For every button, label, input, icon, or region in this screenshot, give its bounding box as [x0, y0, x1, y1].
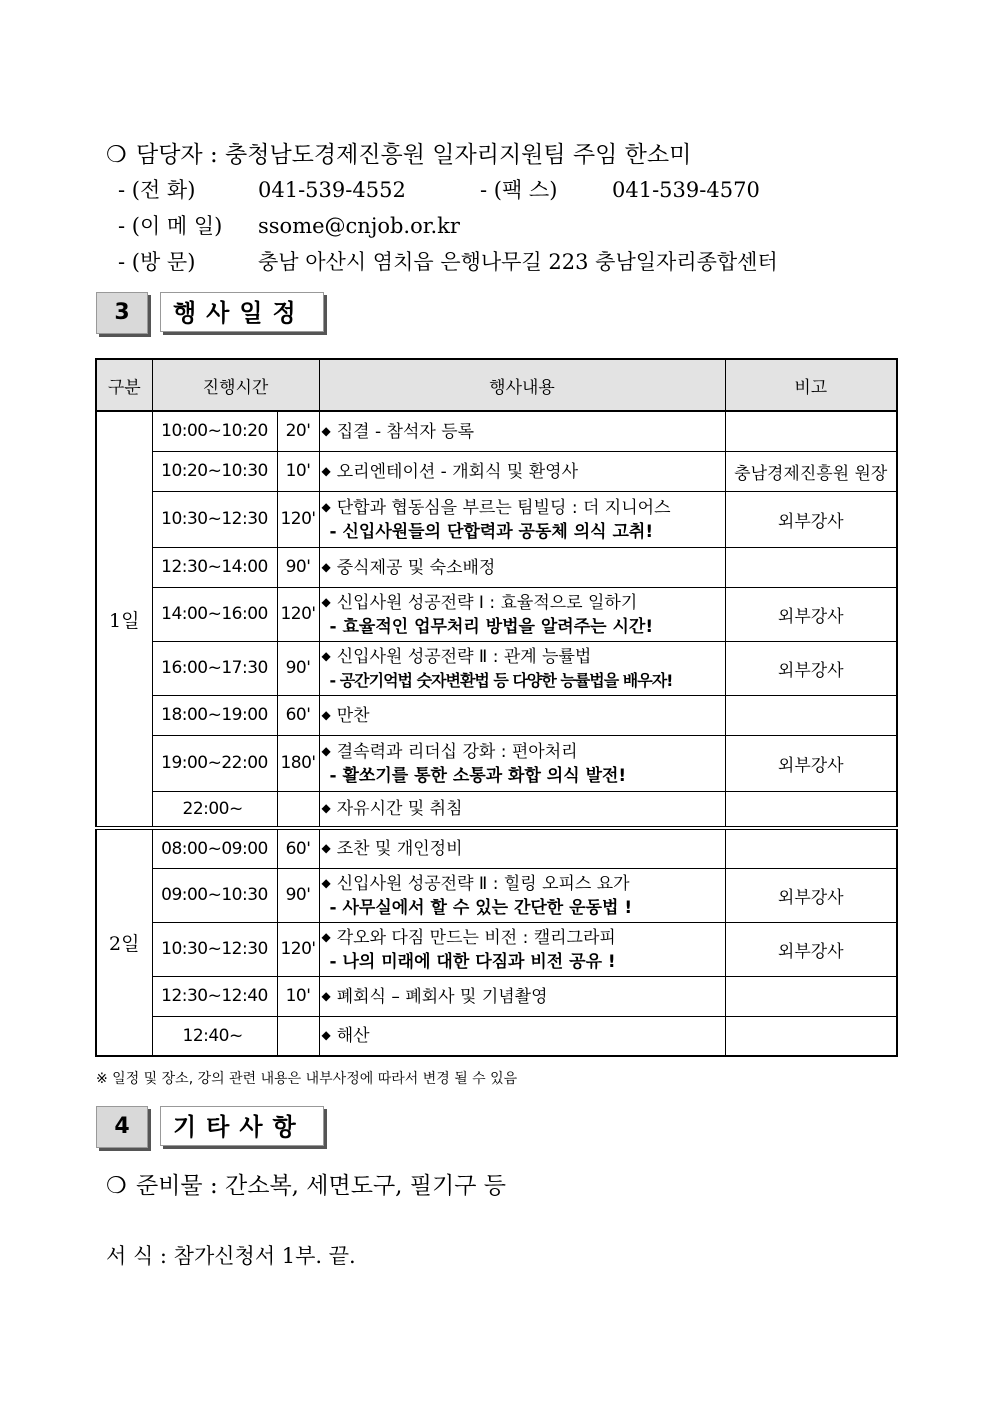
note-cell: 외부강사 — [725, 868, 897, 922]
activity-main — [322, 644, 722, 669]
activity-cell — [319, 451, 725, 491]
time-cell: 08:00~09:00 — [152, 828, 277, 868]
footnote: ※ 일정 및 장소, 강의 관련 내용은 내부사정에 따라서 변경 될 수 있음 — [96, 1071, 518, 1087]
fax-label: - (팩 스) — [480, 178, 558, 202]
diamond-bullet-icon: ◆ — [321, 499, 331, 514]
table-row — [96, 868, 897, 922]
minutes-cell: 60' — [277, 695, 319, 735]
phone-label: - (전 화) — [118, 178, 196, 202]
minutes-cell: 20' — [277, 411, 319, 451]
activity-text: 조찬 및 개인정비 — [336, 839, 463, 860]
activity-text: 폐회식 – 폐회사 및 기념촬영 — [336, 986, 548, 1007]
contact-email-line — [106, 208, 926, 244]
time-cell: 12:30~12:40 — [152, 976, 277, 1016]
activity-text: 각오와 다짐 만드는 비전 : 캘리그라피 — [336, 927, 616, 948]
time-cell: 10:30~12:30 — [152, 922, 277, 976]
time-cell: 19:00~22:00 — [152, 735, 277, 791]
activity-subtext: - 활쏘기를 통한 소통과 화합 의식 발전! — [329, 765, 627, 786]
section-number: 4 — [96, 1106, 148, 1148]
note-cell — [725, 791, 897, 828]
table-row — [96, 976, 897, 1016]
diamond-bullet-icon: ◆ — [321, 929, 331, 944]
table-row — [96, 411, 897, 451]
activity-cell — [319, 791, 725, 828]
note-cell: 외부강사 — [725, 491, 897, 547]
schedule-table — [95, 358, 898, 1057]
diamond-bullet-icon: ◆ — [321, 594, 331, 609]
day-cell: 2일 — [96, 828, 152, 1056]
activity-main — [322, 1023, 722, 1048]
activity-cell — [319, 922, 725, 976]
note-cell — [725, 411, 897, 451]
preparation-text: 준비물 : 간소복, 세면도구, 필기구 등 — [136, 1173, 506, 1199]
phone-value: 041-539-4552 — [258, 178, 406, 202]
note-cell — [725, 976, 897, 1016]
time-cell: 16:00~17:30 — [152, 641, 277, 695]
table-row — [96, 641, 897, 695]
activity-main — [322, 796, 722, 821]
visit-label: - (방 문) — [118, 250, 196, 274]
time-cell: 09:00~10:30 — [152, 868, 277, 922]
minutes-cell — [277, 791, 319, 828]
note-cell — [725, 695, 897, 735]
note-cell: 충남경제진흥원 원장 — [725, 451, 897, 491]
time-cell: 12:40~ — [152, 1016, 277, 1056]
section-title: 기타사항 — [160, 1106, 324, 1146]
activity-subtext: - 사무실에서 할 수 있는 간단한 운동법 ! — [329, 897, 633, 918]
activity-subtext: - 효율적인 업무처리 방법을 알려주는 시간! — [329, 616, 654, 637]
time-cell: 18:00~19:00 — [152, 695, 277, 735]
time-cell: 10:30~12:30 — [152, 491, 277, 547]
activity-cell — [319, 411, 725, 451]
visit-value: 충남 아산시 염치읍 은행나무길 223 충남일자리종합센터 — [258, 250, 778, 274]
note-cell — [725, 1016, 897, 1056]
diamond-bullet-icon: ◆ — [321, 801, 331, 816]
contact-info — [106, 138, 926, 280]
minutes-cell: 120' — [277, 587, 319, 641]
activity-main — [322, 590, 722, 615]
minutes-cell: 10' — [277, 976, 319, 1016]
diamond-bullet-icon: ◆ — [321, 648, 331, 663]
activity-text: 신입사원 성공전략 Ⅱ : 관계 능률법 — [336, 646, 592, 667]
activity-cell — [319, 976, 725, 1016]
activity-subtext: - 나의 미래에 대한 다짐과 비전 공유 ! — [329, 951, 616, 972]
diamond-bullet-icon: ◆ — [321, 1028, 331, 1043]
day-cell: 1일 — [96, 411, 152, 828]
time-cell: 22:00~ — [152, 791, 277, 828]
note-cell — [725, 547, 897, 587]
diamond-bullet-icon: ◆ — [321, 988, 331, 1003]
table-row — [96, 587, 897, 641]
note-cell: 외부강사 — [725, 735, 897, 791]
activity-main — [322, 925, 722, 950]
minutes-cell: 90' — [277, 641, 319, 695]
circle-bullet-icon: ❍ — [106, 142, 127, 168]
activity-cell — [319, 828, 725, 868]
section-number: 3 — [96, 292, 148, 334]
activity-text: 신입사원 성공전략 Ⅱ : 힐링 오피스 요가 — [336, 873, 630, 894]
minutes-cell: 90' — [277, 547, 319, 587]
activity-main — [322, 836, 722, 861]
section-title: 행사일정 — [160, 292, 324, 332]
activity-main — [322, 984, 722, 1009]
diamond-bullet-icon: ◆ — [321, 743, 331, 758]
activity-text: 자유시간 및 취침 — [336, 799, 463, 820]
activity-cell — [319, 735, 725, 791]
activity-cell — [319, 868, 725, 922]
time-cell: 12:30~14:00 — [152, 547, 277, 587]
activity-main — [322, 419, 722, 444]
preparation-line — [106, 1167, 506, 1200]
activity-main — [322, 459, 722, 484]
activity-text: 만찬 — [336, 705, 370, 726]
activity-cell — [319, 695, 725, 735]
table-row — [96, 695, 897, 735]
activity-cell — [319, 641, 725, 695]
diamond-bullet-icon: ◆ — [321, 707, 331, 722]
diamond-bullet-icon: ◆ — [321, 559, 331, 574]
time-cell: 10:00~10:20 — [152, 411, 277, 451]
note-cell: 외부강사 — [725, 641, 897, 695]
minutes-cell: 120' — [277, 491, 319, 547]
diamond-bullet-icon: ◆ — [321, 463, 331, 478]
email-value: ssome@cnjob.or.kr — [258, 214, 460, 238]
note-cell — [725, 828, 897, 868]
table-header-row — [96, 359, 897, 411]
activity-subtext: - 신입사원들의 단합력과 공동체 의식 고취! — [329, 521, 654, 542]
time-cell: 10:20~10:30 — [152, 451, 277, 491]
activity-text: 결속력과 리더십 강화 : 편아처리 — [336, 741, 578, 762]
minutes-cell: 90' — [277, 868, 319, 922]
table-row — [96, 1016, 897, 1056]
activity-cell — [319, 587, 725, 641]
email-label: - (이 메 일) — [118, 214, 223, 238]
activity-cell — [319, 1016, 725, 1056]
activity-main — [322, 703, 722, 728]
header-content: 행사내용 — [319, 359, 725, 411]
activity-main — [322, 739, 722, 764]
minutes-cell: 120' — [277, 922, 319, 976]
diamond-bullet-icon: ◆ — [321, 875, 331, 890]
minutes-cell: 180' — [277, 735, 319, 791]
activity-text: 집결 - 참석자 등록 — [336, 421, 475, 442]
table-row — [96, 735, 897, 791]
table-row — [96, 451, 897, 491]
activity-text: 해산 — [336, 1026, 370, 1047]
diamond-bullet-icon: ◆ — [321, 841, 331, 856]
activity-main — [322, 871, 722, 896]
table-row — [96, 547, 897, 587]
activity-cell — [319, 547, 725, 587]
contact-visit-line — [106, 244, 926, 280]
contact-head — [106, 138, 926, 172]
activity-subtext: - 공간기억법 숫자변환법 등 다양한 능률법을 배우자! — [329, 670, 673, 690]
minutes-cell — [277, 1016, 319, 1056]
header-time: 진행시간 — [152, 359, 319, 411]
minutes-cell: 10' — [277, 451, 319, 491]
fax-value: 041-539-4570 — [612, 178, 760, 202]
minutes-cell: 60' — [277, 828, 319, 868]
table-row — [96, 922, 897, 976]
diamond-bullet-icon: ◆ — [321, 423, 331, 438]
table-row — [96, 491, 897, 547]
activity-main — [322, 495, 722, 520]
header-note: 비고 — [725, 359, 897, 411]
header-day: 구분 — [96, 359, 152, 411]
note-cell: 외부강사 — [725, 587, 897, 641]
note-cell: 외부강사 — [725, 922, 897, 976]
time-cell: 14:00~16:00 — [152, 587, 277, 641]
table-row — [96, 828, 897, 868]
form-line: 서 식 : 참가신청서 1부. 끝. — [106, 1244, 356, 1268]
activity-text: 오리엔테이션 - 개회식 및 환영사 — [336, 461, 578, 482]
activity-text: 신입사원 성공전략 Ⅰ : 효율적으로 일하기 — [336, 592, 638, 613]
circle-bullet-icon: ❍ — [106, 1173, 127, 1199]
activity-text: 단합과 협동심을 부르는 팀빌딩 : 더 지니어스 — [336, 497, 671, 518]
table-row — [96, 791, 897, 828]
contact-phone-fax-line — [106, 172, 926, 208]
activity-cell — [319, 491, 725, 547]
activity-text: 중식제공 및 숙소배정 — [336, 557, 496, 578]
contact-person: 담당자 : 충청남도경제진흥원 일자리지원팀 주임 한소미 — [136, 142, 692, 168]
activity-main — [322, 555, 722, 580]
